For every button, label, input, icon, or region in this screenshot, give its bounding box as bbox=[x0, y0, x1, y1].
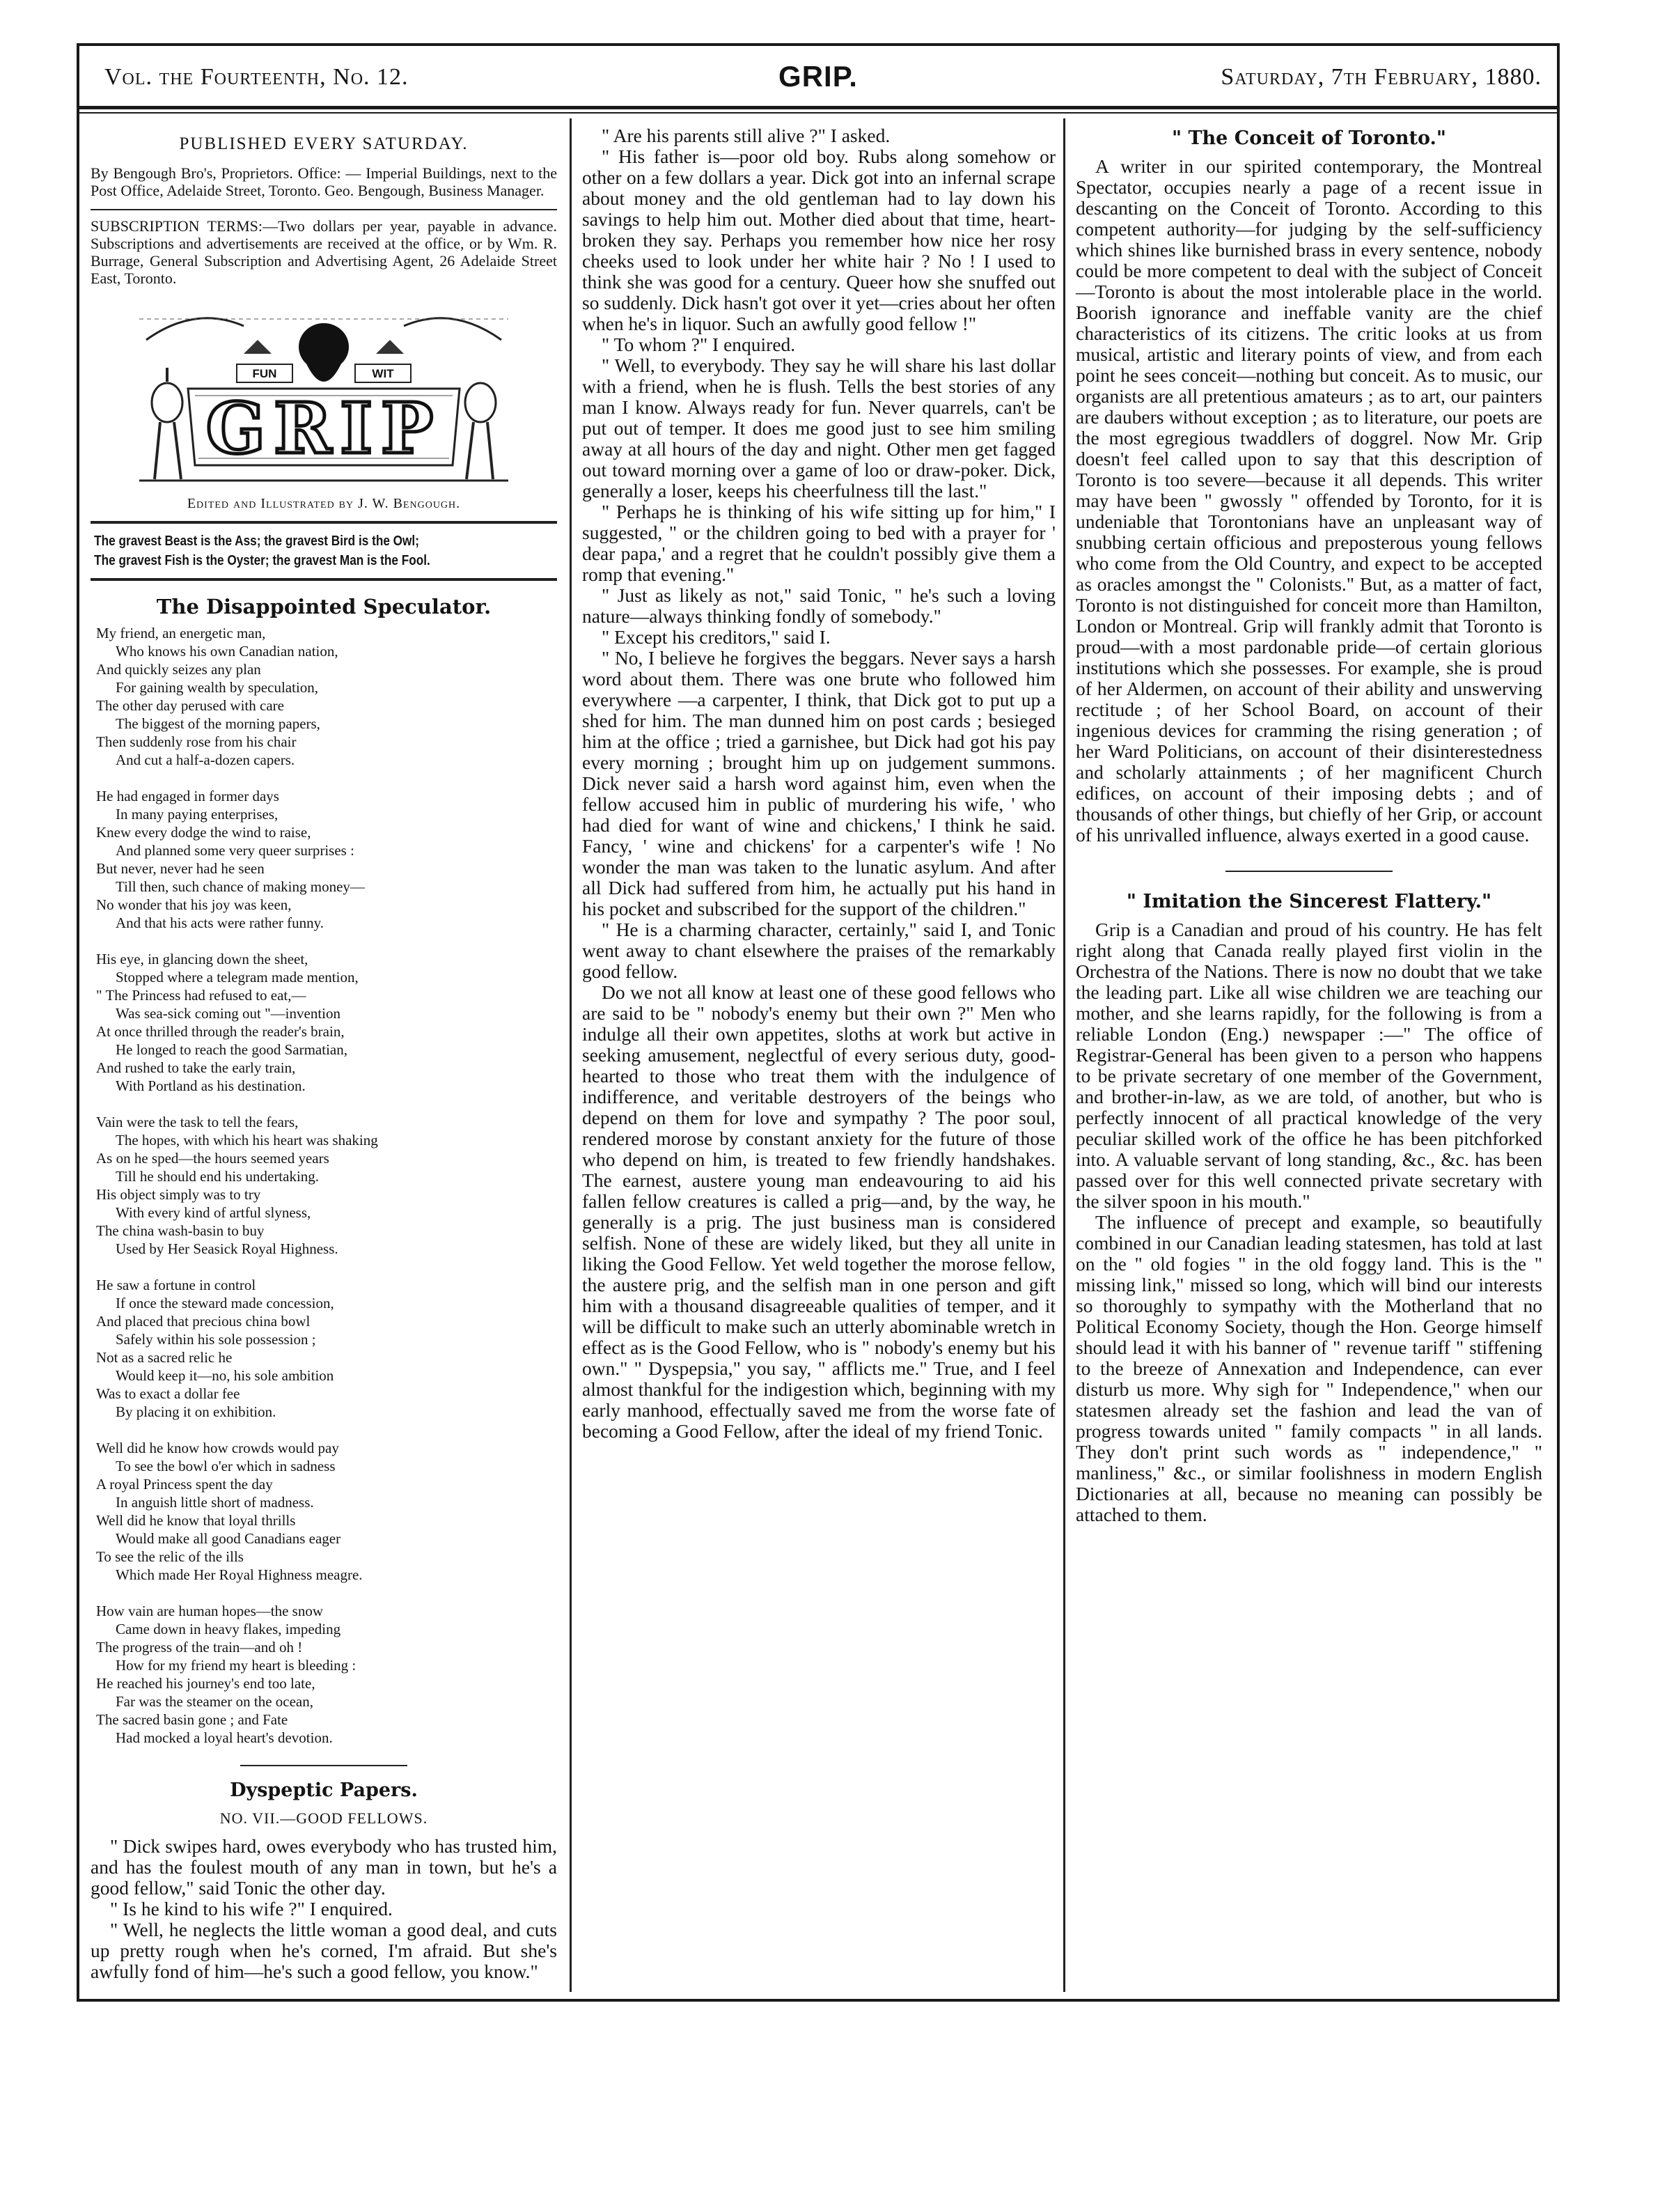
poem-line: A royal Princess spent the day bbox=[96, 1476, 273, 1493]
poem-line: Stopped where a telegram made mention, bbox=[116, 969, 359, 986]
paragraph: A writer in our spirited contemporary, the Montreal Spectator, occupies nearly a page of a recent issue in descanting on the Conceit of Toronto. According to this competent authority—for judging by the self-sufficiency which shines like burnished brass in every sentence, nobody could be more competent to deal with the subject of Conceit—Toronto is about the most intolerable place in the world. Boorish ignorance and ineffable vanity are the chief characteristics of its citizens. The critic looks at us from musical, artistic and literary points of view, and from each point he sees conceit—nothing but conceit. As to music, our organists are all pretentious amateurs ; as to art, our painters are daubers without exception ; as to literature, our poets are the most egregious twaddlers of doggrel. Now Mr. Grip doesn't feel called upon to say that this description of Toronto is too severe—because it all depends. This writer may have been " gwossly " offended by Toronto, for it is undeniable that Torontonians have an unpleasant way of snubbing certain officious and preposterous young fellows who come from the Old Country, and expect to be accepted as oracles amongst the " Colonists." But, as a matter of fact, Toronto is not distinguished for conceit more than Hamilton, London or Montreal. Grip will frankly admit that Toronto is proud—with a most pardonable pride—of certain glorious institutions which she possesses. For example, she is proud of her Aldermen, on account of their ability and unswerving rectitude ; of her School Board, on account of their ingenious devices for cramming the rising generation ; of her Ward Politicians, on account of their disinterestedness and scholarly attainments ; of her magnificent Church edifices, on account of their imposing debts ; and of thousands of other things, but chiefly of her Grip, or account of his unrivalled influence, always exerted in a good cause. bbox=[1076, 155, 1542, 846]
poem-stanza bbox=[91, 950, 557, 1095]
poem-line: Who knows his own Canadian nation, bbox=[116, 643, 338, 660]
volume-number: Vol. the Fourteenth, No. 12. bbox=[104, 64, 409, 90]
dyspeptic-subtitle: NO. VII.—GOOD FELLOWS. bbox=[219, 1809, 428, 1827]
conceit-text bbox=[1076, 156, 1542, 846]
poem-line: Knew every dodge the wind to raise, bbox=[96, 824, 311, 841]
poem-line: Till then, such chance of making money— bbox=[116, 878, 365, 895]
poem-line: To see the bowl o'er which in sadness bbox=[116, 1458, 336, 1474]
conceit-title: " The Conceit of Toronto." bbox=[1171, 127, 1446, 149]
divider bbox=[91, 209, 557, 210]
poem-line: Was to exact a dollar fee bbox=[96, 1385, 240, 1402]
poem-line: " The Princess had refused to eat,— bbox=[96, 987, 306, 1004]
poem-stanza bbox=[91, 624, 557, 769]
poem-stanza bbox=[91, 1602, 557, 1747]
poem-line: To see the relic of the ills bbox=[96, 1548, 244, 1565]
paragraph: " Well, to everybody. They say he will share his last dollar with a friend, when he is flush. Tells the best stories of any man I know. Always ready for fun. Never quarrels, can't be put out of temper. It does me good just to see him smiling away at all hours of the day and night. Other men get fagged out toward morning over a game of loo or draw-poker. Dick, generally a loser, keeps his cheerfulness till the last." bbox=[582, 355, 1056, 501]
poem-line: He longed to reach the good Sarmatian, bbox=[116, 1041, 347, 1058]
column-3 bbox=[1076, 125, 1542, 1525]
poem-line: How for my friend my heart is bleeding : bbox=[116, 1657, 357, 1674]
header-rule-thin bbox=[77, 112, 1560, 114]
poem-body bbox=[91, 624, 557, 1747]
poem-line: He saw a fortune in control bbox=[96, 1277, 256, 1293]
poem-line: The progress of the train—and oh ! bbox=[96, 1639, 303, 1656]
poem-line: And quickly seizes any plan bbox=[96, 661, 261, 678]
poem-line: Would make all good Canadians eager bbox=[116, 1530, 341, 1547]
poem-line: Far was the steamer on the ocean, bbox=[116, 1693, 313, 1710]
paragraph: " Except his creditors," said I. bbox=[602, 626, 831, 648]
poem-line: And cut a half-a-dozen capers. bbox=[116, 751, 295, 768]
poem-line: Then suddenly rose from his chair bbox=[96, 733, 297, 750]
poem-line: And that his acts were rather funny. bbox=[116, 914, 324, 931]
poem-line: Not as a sacred relic he bbox=[96, 1349, 233, 1366]
poem-line: Well did he know how crowds would pay bbox=[96, 1440, 339, 1456]
grip-masthead-illustration bbox=[139, 298, 508, 486]
issue-date: Saturday, 7th February, 1880. bbox=[1221, 64, 1542, 90]
poem-line: How vain are human hopes—the snow bbox=[96, 1603, 324, 1619]
frame-top-rule bbox=[77, 43, 1560, 46]
poem-line: If once the steward made concession, bbox=[116, 1295, 334, 1311]
poem-line: His object simply was to try bbox=[96, 1186, 261, 1203]
paragraph: " Perhaps he is thinking of his wife sitting up for him," I suggested, " or the children going to bed with a prayer for ' dear papa,' and a regret that he couldn't possibly give them a romp that evening." bbox=[582, 501, 1056, 585]
poem-line: Safely within his sole possession ; bbox=[116, 1331, 316, 1348]
poem-line: The biggest of the morning papers, bbox=[116, 715, 320, 732]
poem-line: In many paying enterprises, bbox=[116, 806, 279, 823]
poem-line: Well did he know that loyal thrills bbox=[96, 1512, 296, 1529]
poem-line: And placed that precious china bowl bbox=[96, 1313, 311, 1330]
poem-line: The china wash-basin to buy bbox=[96, 1222, 265, 1239]
masthead-title: GRIP. bbox=[778, 60, 858, 93]
publisher-info: By Bengough Bro's, Proprietors. Office: — Imperial Buildings, next to the Post Office, Adelaide Street, Toronto. Geo. Bengough, Business Manager. bbox=[91, 164, 557, 199]
dyspeptic-title: Dyspeptic Papers. bbox=[230, 1779, 418, 1801]
poem-line: With every kind of artful slyness, bbox=[116, 1204, 311, 1221]
column-rule-2 bbox=[1063, 118, 1065, 1992]
dyspeptic-col2-text bbox=[582, 125, 1056, 1442]
poem-stanza bbox=[91, 787, 557, 932]
paragraph: " Just as likely as not," said Tonic, " he's such a loving nature—always thinking fondly of somebody." bbox=[582, 584, 1056, 627]
poem-line: Had mocked a loyal heart's devotion. bbox=[116, 1729, 333, 1746]
poem-line: As on he sped—the hours seemed years bbox=[96, 1150, 329, 1167]
paragraph: " Well, he neglects the little woman a good deal, and cuts up pretty rough when he's corned, I'm afraid. But she's awfully fond of him—he's such a good fellow, you know." bbox=[91, 1919, 557, 1982]
poem-line: Would keep it—no, his sole ambition bbox=[116, 1367, 334, 1384]
paragraph: " His father is—poor old boy. Rubs along somehow or other on a few dollars a year. Dick got into an infernal scrape about money and the old gentleman had to lay down his savings to help him out. Mother died about that time, heart-broken they say. Perhaps you remember how nice her rosy cheeks used to look under her white hair ? No ! I used to think she was good for a century. Queer how she snuffed out so suddenly. Dick hasn't got over it yet—cries about her often when he's in liquor. Such an awfully good fellow !" bbox=[582, 146, 1056, 334]
poem-line: The hopes, with which his heart was shaking bbox=[116, 1132, 378, 1148]
paragraph: " Dick swipes hard, owes everybody who has trusted him, and has the foulest mouth of any man in town, but he's a good fellow," said Tonic the other day. bbox=[91, 1835, 557, 1899]
paragraph: The influence of precept and example, so beautifully combined in our Canadian leading statesmen, has told at last on the " old fogies " in the old foggy land. This is the " missing link," missed so long, which will bind our interests so thoroughly to sympathy with the Motherland that no Political Economy Society, though the Hon. George himself should lead it with his banner of " revenue tariff " stiffening to the breeze of Annexation and Independence, can ever disturb us more. Why sigh for " Independence," when our statesmen already set the fashion and lead the van of progress towards united " family compacts " in all lands. They don't print such words as " independence," " manliness," &c., or similar foolishness in modern English Dictionaries at all, because no meaning can possibly be attached to them. bbox=[1076, 1211, 1542, 1525]
poem-line: My friend, an energetic man, bbox=[96, 625, 266, 641]
frame-bottom-rule bbox=[77, 1999, 1560, 2002]
paragraph: " He is a charming character, certainly," said I, and Tonic went away to chant elsewhere the praises of the remarkably good fellow. bbox=[582, 919, 1056, 982]
editor-credit: Edited and Illustrated by J. W. Bengough. bbox=[187, 496, 461, 511]
poem-line: He reached his journey's end too late, bbox=[96, 1675, 315, 1692]
paragraph: Grip is a Canadian and proud of his country. He has felt right along that Canada really played first violin in the Orchestra of the Nations. There is now no doubt that we take the leading part. Like all wise children we are teaching our mother, and she learns rapidly, for the following is from a reliable London (Eng.) newspaper :—" The office of Registrar-General has been given to a person who happens to be private secretary of one member of the Government, and brother-in-law, as we are told, of another, but who is perfectly innocent of all practical knowledge of the very peculiar skilled work of the office he has been pitchforked into. A valuable servant of long standing, &c., &c. has been passed over for this well connected private secretary with the silver spoon in his mouth." bbox=[1076, 919, 1543, 1212]
poem-stanza bbox=[91, 1113, 557, 1258]
divider bbox=[91, 578, 557, 581]
poem-line: In anguish little short of madness. bbox=[116, 1494, 314, 1511]
motto-line-1: The gravest Beast is the Ass; the gravest Bird is the Owl; bbox=[94, 533, 419, 549]
poem-line: The other day perused with care bbox=[96, 697, 284, 714]
poem-line: The sacred basin gone ; and Fate bbox=[96, 1711, 288, 1728]
paragraph: " Is he kind to his wife ?" I enquired. bbox=[110, 1898, 393, 1919]
column-rule-1 bbox=[570, 118, 572, 1992]
motto-line-2: The gravest Fish is the Oyster; the gravest Man is the Fool. bbox=[94, 553, 430, 568]
poem-line: For gaining wealth by speculation, bbox=[116, 679, 319, 696]
column-1 bbox=[91, 125, 557, 1982]
paragraph: Do we not all know at least one of these good fellows who are said to be " nobody's enemy but their own ?" Men who indulge all their own appetites, sloths at work but active in seeking amusement, neglectful of every serious duty, good-hearted to those who treat them with the indulgence of indifference, and veritable destroyers of the beings who depend on them for love and sympathy ? The poor soul, rendered morose by constant anxiety for the future of those who depend on him, is treated to few friendly handshakes. The earnest, austere young man endeavouring to aid his fallen fellow creatures is called a prig—and, by the way, he generally is a prig. The just business man is considered selfish. None of these are widely liked, but they all unite in liking the Good Fellow. Yet weld together the morose fellow, the austere prig, and the selfish man in one person and gift him with a thousand disagreeable qualities of temper, and it will be difficult to make such an utterly abominable wretch in effect as is the Good Fellow, who is " nobody's enemy but his own." " Dyspepsia," you say, " afflicts me." True, and I feel almost thankful for the indigestion which, beginning with my early manhood, effectually saved me from the worse fate of becoming a Good Fellow, after the ideal of my friend Tonic. bbox=[582, 981, 1056, 1442]
poem-line: Vain were the task to tell the fears, bbox=[96, 1114, 299, 1130]
poem-line: Came down in heavy flakes, impeding bbox=[116, 1621, 341, 1637]
paragraph: " No, I believe he forgives the beggars. Never says a harsh word about them. There was one brute who followed him everywhere —a carpenter, I think, that Dick got to put up a shed for him. The man dunned him on post cards ; besieged him at the office ; tried a garnishee, but Dick had got his pay every morning ; brought him up on judgement summons. Dick never said a harsh word against him, even when the fellow accused him in public of murdering his wife, ' who had died for want of wine and chickens,' I think he said. Fancy, ' wine and chickens' for a carpenter's wife ! No wonder the man was taken to the lunatic asylum. And after all Dick had suffered from him, he actually put his hand in his pocket and subscribed for the support of the children." bbox=[582, 647, 1056, 919]
imitation-title: " Imitation the Sincerest Flattery." bbox=[1126, 891, 1492, 912]
grip-logo-text: GRIP bbox=[205, 387, 442, 469]
poem-line: With Portland as his destination. bbox=[116, 1077, 306, 1094]
poem-line: Till he should end his undertaking. bbox=[116, 1168, 320, 1185]
poem-line: His eye, in glancing down the sheet, bbox=[96, 951, 308, 967]
paragraph: " To whom ?" I enquired. bbox=[602, 334, 796, 355]
subscription-terms: SUBSCRIPTION TERMS:—Two dollars per year, payable in advance. Subscriptions and advertisements are received at the office, or by Wm. R. Burrage, General Subscription and Advertising Agent, 26 Adelaide Street East, Toronto. bbox=[91, 217, 557, 287]
section-divider bbox=[1225, 871, 1393, 872]
imitation-text bbox=[1076, 919, 1542, 1525]
poem-line: Which made Her Royal Highness meagre. bbox=[116, 1566, 363, 1583]
poem-line: And rushed to take the early train, bbox=[96, 1059, 296, 1076]
paragraph: " Are his parents still alive ?" I asked. bbox=[602, 125, 891, 146]
poem-stanza bbox=[91, 1439, 557, 1584]
banner-right-text: WIT bbox=[372, 367, 394, 380]
poem-line: Used by Her Seasick Royal Highness. bbox=[116, 1240, 338, 1257]
section-divider bbox=[240, 1765, 407, 1766]
column-2 bbox=[582, 125, 1056, 1442]
poem-line: And planned some very queer surprises : bbox=[116, 842, 354, 859]
poem-line: But never, never had he seen bbox=[96, 860, 265, 877]
poem-line: By placing it on exhibition. bbox=[116, 1403, 276, 1420]
poem-line: No wonder that his joy was keen, bbox=[96, 896, 292, 913]
poem-line: Was sea-sick coming out "—invention bbox=[116, 1005, 340, 1022]
banner-left-text: FUN bbox=[252, 367, 277, 380]
dyspeptic-col1-text bbox=[91, 1836, 557, 1982]
poem-line: He had engaged in former days bbox=[96, 788, 279, 804]
header-rule bbox=[77, 106, 1560, 109]
divider bbox=[91, 521, 557, 524]
published-heading: PUBLISHED EVERY SATURDAY. bbox=[179, 134, 469, 153]
poem-stanza bbox=[91, 1276, 557, 1421]
poem-line: At once thrilled through the reader's brain, bbox=[96, 1023, 345, 1040]
poem-title: The Disappointed Speculator. bbox=[156, 595, 492, 618]
